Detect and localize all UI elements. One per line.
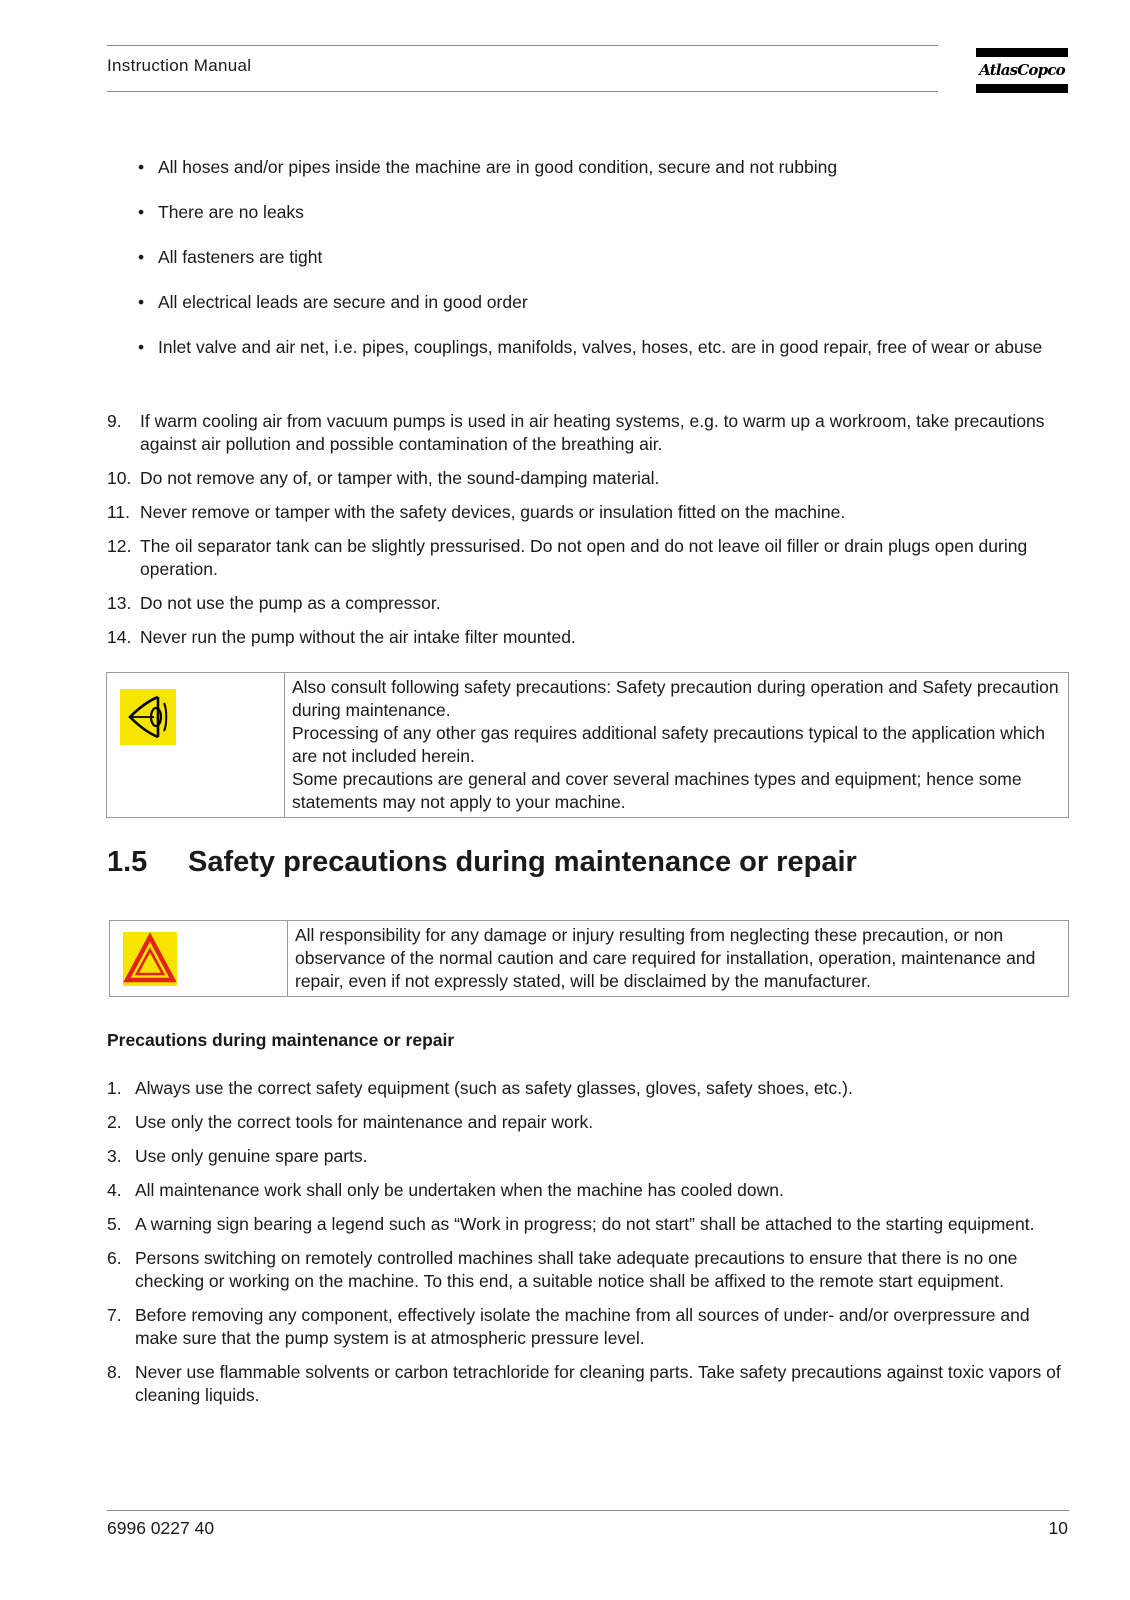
list-number: 9. bbox=[107, 411, 122, 431]
header-top-rule bbox=[107, 45, 938, 46]
list-number: 1. bbox=[107, 1078, 122, 1098]
list-item bbox=[107, 1145, 1069, 1168]
list-item bbox=[107, 592, 1067, 615]
list-text: Never use flammable solvents or carbon tetrachloride for cleaning parts. Take safety precautions against toxic vapors of cleaning liquids. bbox=[135, 1362, 1061, 1405]
bullet-item: • All hoses and/or pipes inside the machine are in good condition, secure and not rubbing bbox=[138, 156, 1068, 179]
list-number: 10. bbox=[107, 468, 132, 488]
list-number: 13. bbox=[107, 593, 132, 613]
list-item bbox=[107, 1361, 1069, 1407]
list-text: If warm cooling air from vacuum pumps is used in air heating systems, e.g. to warm up a workroom, take precautions against air pollution and possible contamination of the breathing air. bbox=[140, 411, 1045, 454]
list-number: 5. bbox=[107, 1214, 122, 1234]
note-line: Some precautions are general and cover several machines types and equipment; hence some statements may not apply to your machine. bbox=[292, 769, 1022, 812]
section-heading bbox=[107, 846, 857, 879]
warning-icon-cell bbox=[110, 921, 288, 996]
note-icon-cell bbox=[107, 673, 285, 817]
atlas-copco-logo bbox=[976, 48, 1068, 94]
list-text: A warning sign bearing a legend such as “Work in progress; do not start” shall be attached to the starting equipment. bbox=[135, 1214, 1035, 1234]
list-item bbox=[107, 501, 1067, 524]
section-number: 1.5 bbox=[107, 846, 148, 878]
list-text: The oil separator tank can be slightly pressurised. Do not open and do not leave oil filler or drain plugs open during operation. bbox=[140, 536, 1028, 579]
note-box bbox=[106, 672, 1069, 818]
header-bottom-rule bbox=[107, 91, 938, 92]
list-text: Use only the correct tools for maintenance and repair work. bbox=[135, 1112, 594, 1132]
list-text: Never run the pump without the air intake filter mounted. bbox=[140, 627, 576, 647]
list-item bbox=[107, 1304, 1069, 1350]
maintenance-precautions-list bbox=[107, 1077, 1069, 1418]
section-title-text: Safety precautions during maintenance or repair bbox=[188, 846, 857, 878]
subheading: Precautions during maintenance or repair bbox=[107, 1030, 455, 1050]
list-text: Persons switching on remotely controlled machines shall take adequate precautions to ensure that there is no one checking or working on the machine. To this end, a suitable notice shall be affixed to the remote start equipment. bbox=[135, 1248, 1018, 1291]
bullet-item: • Inlet valve and air net, i.e. pipes, couplings, manifolds, valves, hoses, etc. are in good repair, free of wear or abuse bbox=[138, 336, 1068, 359]
list-item bbox=[107, 535, 1067, 581]
read-manual-icon bbox=[120, 689, 176, 745]
list-item bbox=[107, 1077, 1069, 1100]
logo-bottom-bar bbox=[976, 84, 1068, 93]
bullet-item: • There are no leaks bbox=[138, 201, 1068, 224]
list-number: 2. bbox=[107, 1112, 122, 1132]
list-item bbox=[107, 1111, 1069, 1134]
logo-text: AtlasCopco bbox=[979, 61, 1065, 79]
list-item bbox=[107, 410, 1067, 456]
list-number: 4. bbox=[107, 1180, 122, 1200]
warning-box bbox=[109, 920, 1069, 997]
footer-rule bbox=[107, 1510, 1069, 1511]
list-text: Always use the correct safety equipment (such as safety glasses, gloves, safety shoes, etc.). bbox=[135, 1078, 853, 1098]
operation-precautions-list bbox=[107, 410, 1067, 660]
note-line: Also consult following safety precautions: Safety precaution during operation and Safety precaution during maintenance. bbox=[292, 677, 1059, 720]
warning-text: All responsibility for any damage or injury resulting from neglecting these precaution, or non observance of the normal caution and care required for installation, operation, maintenance and repair, even if not expressly stated, will be disclaimed by the manufacturer. bbox=[295, 925, 1036, 991]
list-item bbox=[107, 467, 1067, 490]
list-text: All maintenance work shall only be undertaken when the machine has cooled down. bbox=[135, 1180, 784, 1200]
note-line: Processing of any other gas requires additional safety precautions typical to the application which are not included herein. bbox=[292, 723, 1045, 766]
list-text: Never remove or tamper with the safety devices, guards or insulation fitted on the machine. bbox=[140, 502, 846, 522]
list-number: 12. bbox=[107, 536, 132, 556]
note-text bbox=[285, 673, 1068, 817]
header-title: Instruction Manual bbox=[107, 56, 252, 75]
list-text: Do not use the pump as a compressor. bbox=[140, 593, 441, 613]
logo-top-bar bbox=[976, 48, 1068, 57]
list-item bbox=[107, 1213, 1069, 1236]
list-text: Do not remove any of, or tamper with, the sound-damping material. bbox=[140, 468, 660, 488]
list-item bbox=[107, 1247, 1069, 1293]
list-item bbox=[107, 1179, 1069, 1202]
list-number: 6. bbox=[107, 1248, 122, 1268]
checklist-bullets bbox=[138, 156, 1068, 381]
list-text: Before removing any component, effectively isolate the machine from all sources of under- and/or overpressure and make sure that the pump system is at atmospheric pressure level. bbox=[135, 1305, 1030, 1348]
warning-triangle-icon bbox=[123, 932, 177, 986]
list-number: 8. bbox=[107, 1362, 122, 1382]
page-number: 10 bbox=[1048, 1518, 1068, 1538]
list-number: 7. bbox=[107, 1305, 122, 1325]
bullet-item: • All electrical leads are secure and in good order bbox=[138, 291, 1068, 314]
list-number: 3. bbox=[107, 1146, 122, 1166]
list-item bbox=[107, 626, 1067, 649]
list-number: 14. bbox=[107, 627, 132, 647]
document-number: 6996 0227 40 bbox=[107, 1518, 215, 1538]
list-text: Use only genuine spare parts. bbox=[135, 1146, 368, 1166]
bullet-item: • All fasteners are tight bbox=[138, 246, 1068, 269]
list-number: 11. bbox=[107, 502, 131, 522]
